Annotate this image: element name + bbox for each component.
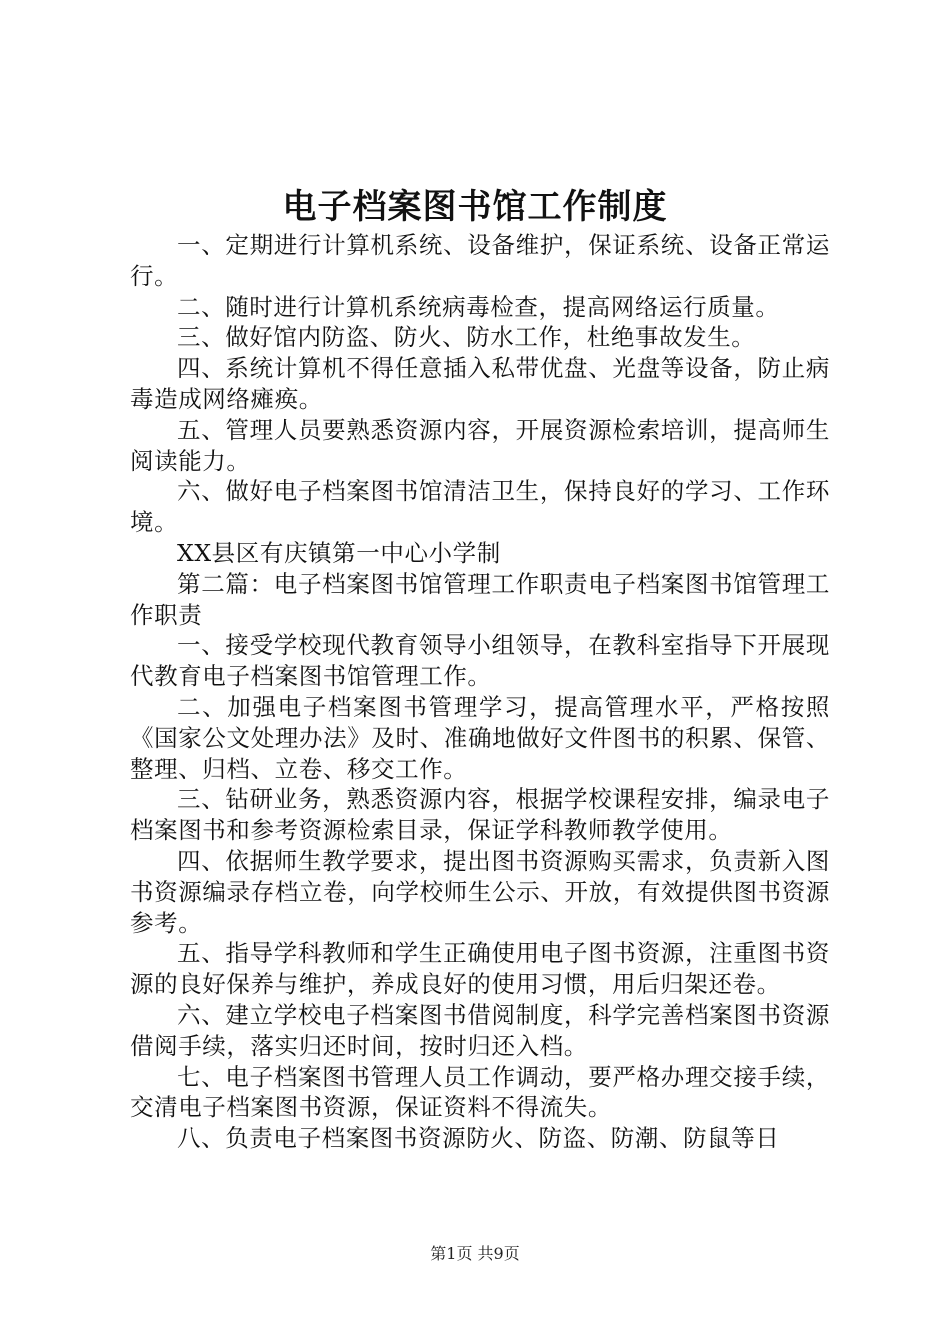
paragraph-14: 八、负责电子档案图书资源防火、防盗、防潮、防鼠等日 xyxy=(177,1124,780,1153)
paragraph-9: 三、钻研业务，熟悉资源内容，根据学校课程安排，编录电子档案图书和参考资源检索目录，保证学科教师教学使用。 xyxy=(130,785,830,845)
paragraph-3: 三、做好馆内防盗、防火、防水工作，杜绝事故发生。 xyxy=(177,323,756,352)
paragraph-8: 二、加强电子档案图书管理学习，提高管理水平，严格按照《国家公文处理办法》及时、准确地做好文件图书的积累、保管、整理、归档、立卷、移交工作。 xyxy=(130,692,830,783)
document-body xyxy=(130,230,830,1154)
page-footer: 第1页 共9页 xyxy=(430,1244,520,1263)
paragraph-7: 一、接受学校现代教育领导小组领导，在教科室指导下开展现代教育电子档案图书馆管理工作。 xyxy=(130,631,830,691)
paragraph-4: 四、系统计算机不得任意插入私带优盘、光盘等设备，防止病毒造成网络瘫痪。 xyxy=(130,354,830,413)
paragraph-13: 七、电子档案图书管理人员工作调动，要严格办理交接手续，交清电子档案图书资源，保证资料不得流失。 xyxy=(130,1062,830,1122)
document-title: 电子档案图书馆工作制度 xyxy=(282,187,668,227)
paragraph-11: 五、指导学科教师和学生正确使用电子图书资源，注重图书资源的良好保养与维护，养成良好的使用习惯，用后归架还卷。 xyxy=(130,939,830,999)
paragraph-10: 四、依据师生教学要求，提出图书资源购买需求，负责新入图书资源编录存档立卷，向学校师生公示、开放，有效提供图书资源参考。 xyxy=(130,846,830,937)
paragraph-6: 六、做好电子档案图书馆清洁卫生，保持良好的学习、工作环境。 xyxy=(130,477,830,537)
signature-line: XX县区有庆镇第一中心小学制 xyxy=(177,538,501,567)
paragraph-12: 六、建立学校电子档案图书借阅制度，科学完善档案图书资源借阅手续，落实归还时间，按时归还入档。 xyxy=(130,1000,830,1060)
paragraph-1: 一、定期进行计算机系统、设备维护，保证系统、设备正常运行。 xyxy=(130,231,830,290)
section-heading: 第二篇：电子档案图书馆管理工作职责电子档案图书馆管理工作职责 xyxy=(130,569,830,629)
paragraph-5: 五、管理人员要熟悉资源内容，开展资源检索培训，提高师生阅读能力。 xyxy=(130,415,830,475)
paragraph-2: 二、随时进行计算机系统病毒检查，提高网络运行质量。 xyxy=(177,292,780,321)
